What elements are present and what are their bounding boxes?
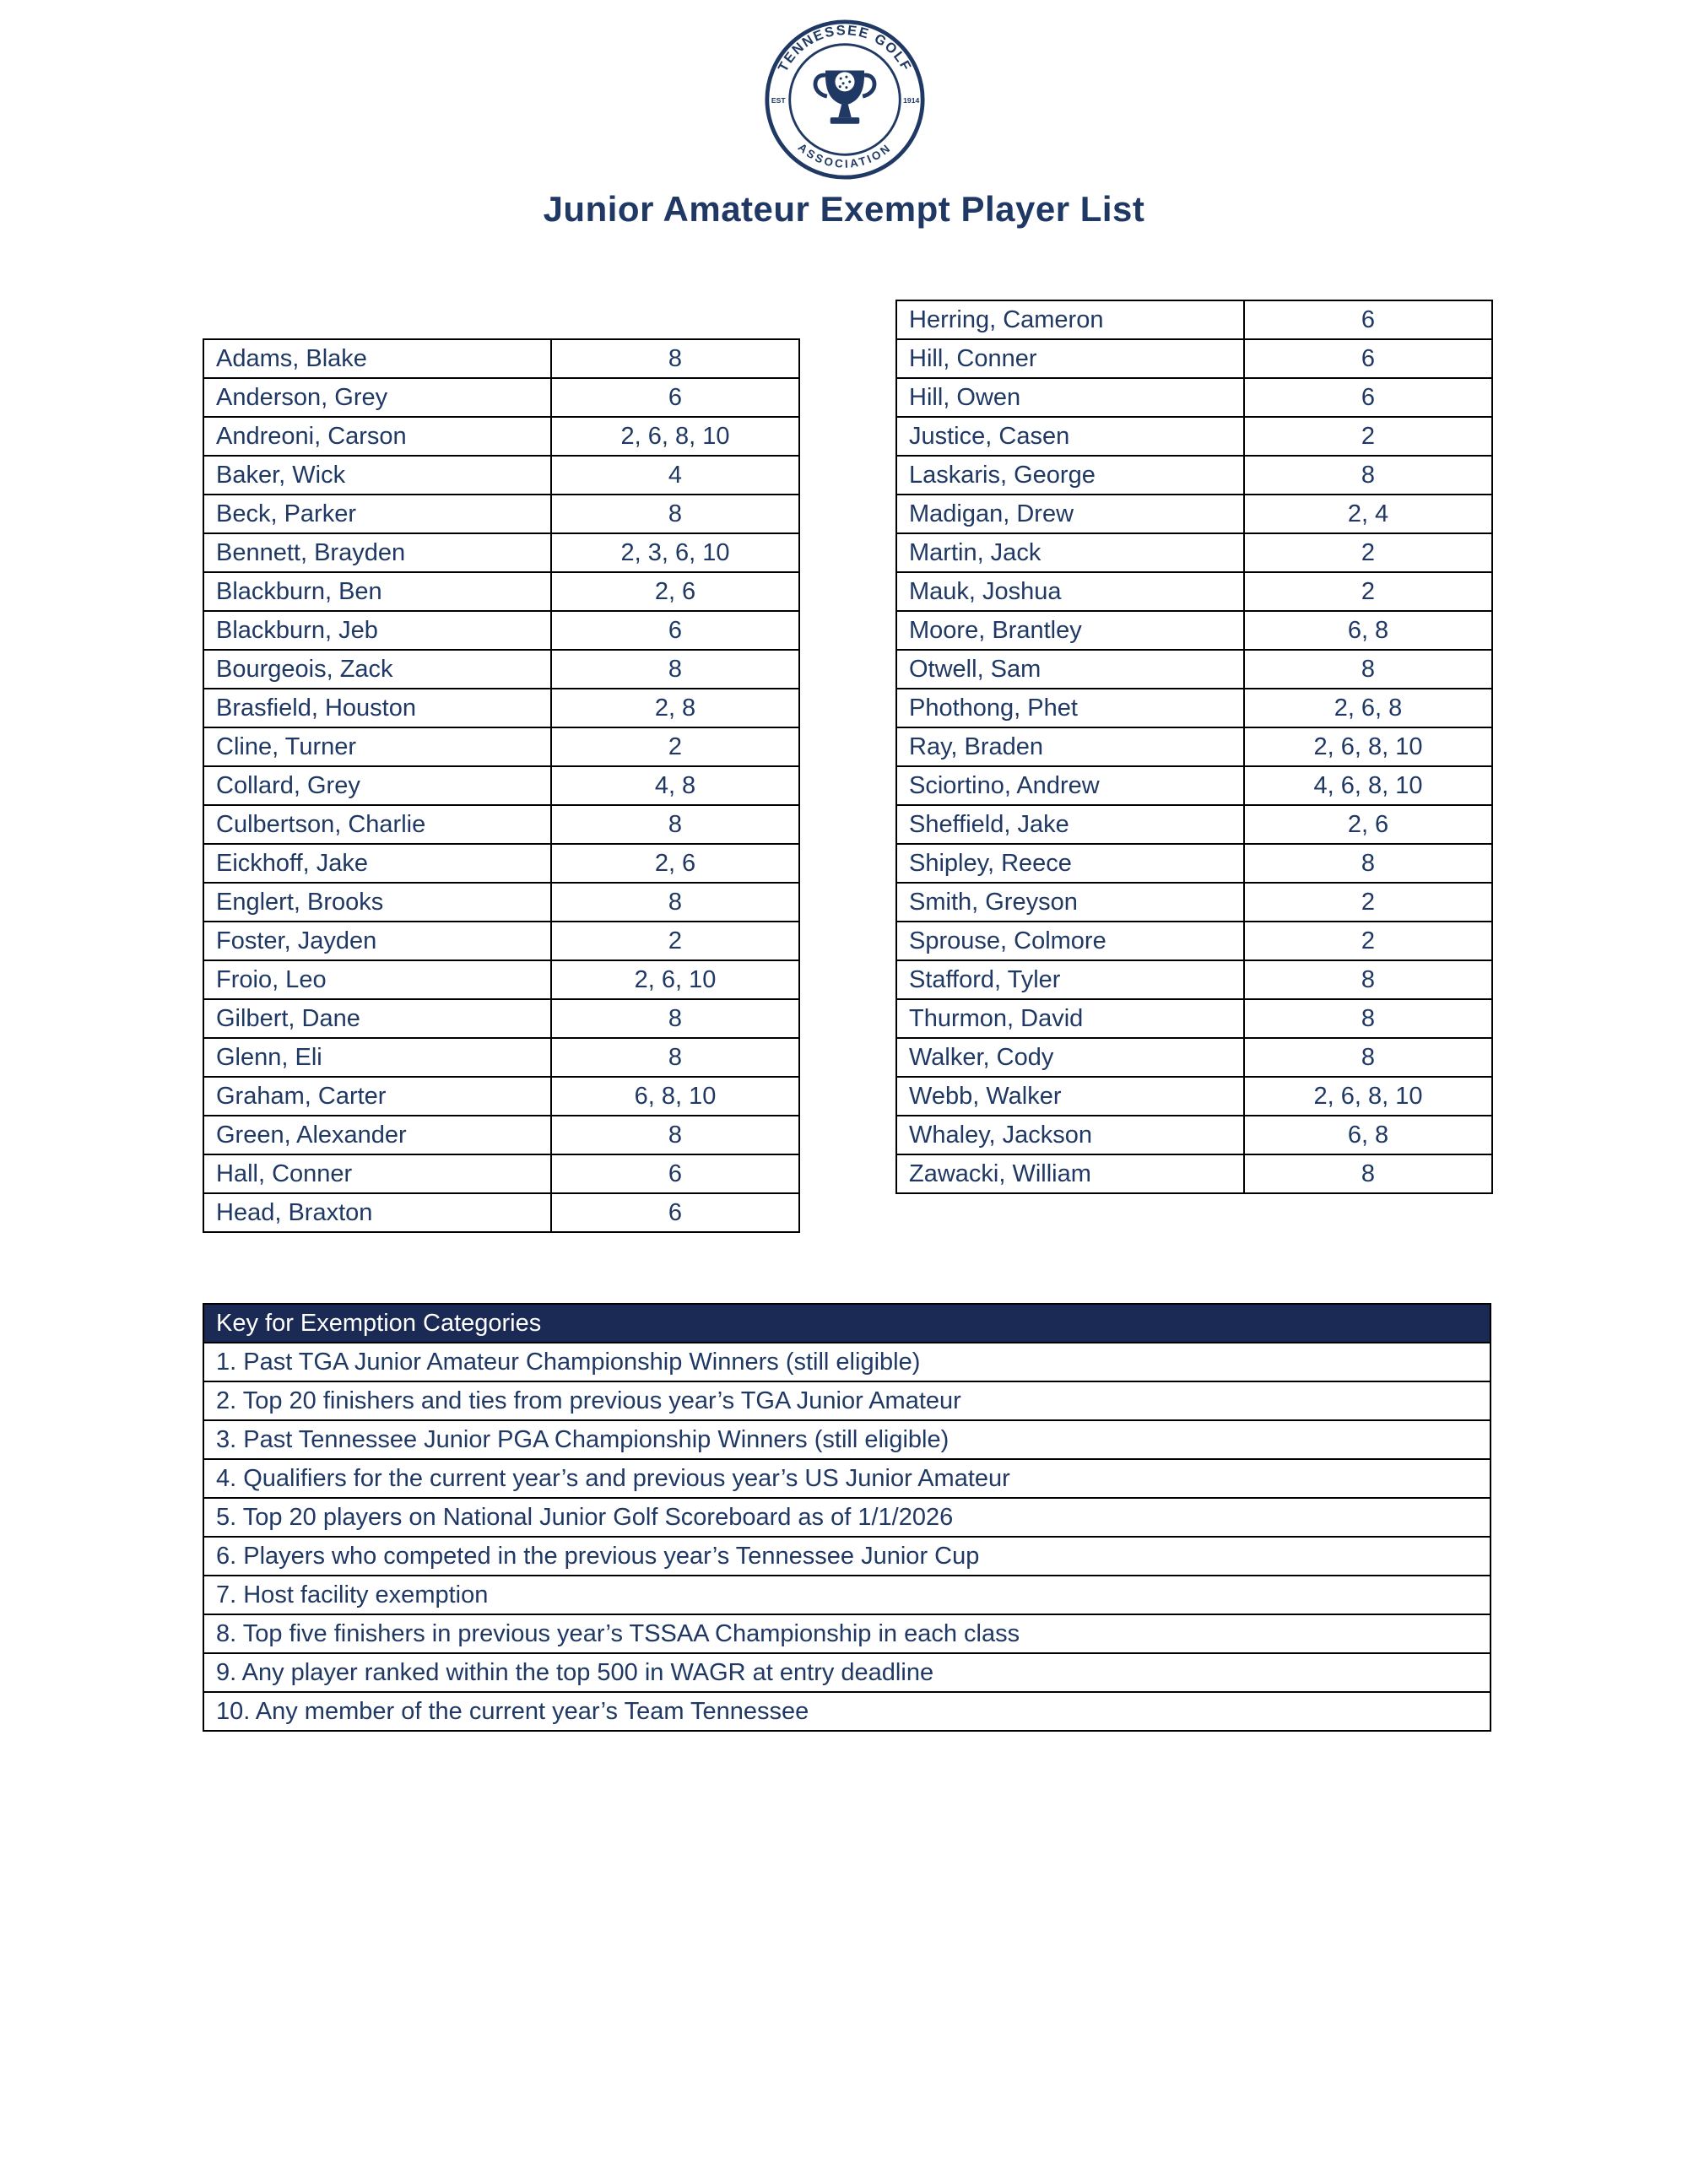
player-row [203,1038,799,1077]
player-row [203,1077,799,1116]
player-exemptions: 6, 8 [1244,1116,1492,1154]
player-row [203,960,799,999]
player-name: Laskaris, George [896,456,1244,495]
player-row [896,456,1492,495]
key-row [203,1381,1491,1420]
player-name: Cline, Turner [203,727,551,766]
player-row [203,1154,799,1193]
exemption-category-item: 4. Qualifiers for the current year’s and previous year’s US Junior Amateur [203,1459,1491,1498]
logo-top-text: TENNESSEE GOLF [775,22,915,75]
player-exemptions: 2, 6 [551,844,799,883]
player-exemptions: 2, 6, 8, 10 [551,417,799,456]
player-exemptions: 2 [1244,883,1492,922]
player-name: Stafford, Tyler [896,960,1244,999]
key-row [203,1343,1491,1381]
player-row [203,378,799,417]
key-row [203,1653,1491,1692]
player-row [896,999,1492,1038]
player-exemptions: 6, 8, 10 [551,1077,799,1116]
player-name: Justice, Casen [896,417,1244,456]
player-row [896,300,1492,339]
player-row [203,727,799,766]
key-header: Key for Exemption Categories [203,1304,1491,1343]
player-name: Sheffield, Jake [896,805,1244,844]
player-name: Brasfield, Houston [203,689,551,727]
player-name: Herring, Cameron [896,300,1244,339]
player-exemptions: 8 [551,999,799,1038]
player-name: Blackburn, Jeb [203,611,551,650]
player-row [896,805,1492,844]
player-row [896,572,1492,611]
player-exemptions: 6 [551,378,799,417]
player-row [203,689,799,727]
player-name: Blackburn, Ben [203,572,551,611]
player-name: Walker, Cody [896,1038,1244,1077]
player-name: Collard, Grey [203,766,551,805]
player-exemptions: 8 [1244,456,1492,495]
exemption-category-item: 6. Players who competed in the previous year’s Tennessee Junior Cup [203,1537,1491,1576]
player-exemptions: 6 [1244,378,1492,417]
player-name: Green, Alexander [203,1116,551,1154]
player-name: Webb, Walker [896,1077,1244,1116]
player-row [896,960,1492,999]
player-name: Gilbert, Dane [203,999,551,1038]
player-name: Moore, Brantley [896,611,1244,650]
player-name: Sciortino, Andrew [896,766,1244,805]
player-exemptions: 6 [1244,339,1492,378]
player-name: Culbertson, Charlie [203,805,551,844]
player-exemptions: 4 [551,456,799,495]
player-name: Eickhoff, Jake [203,844,551,883]
player-name: Hall, Conner [203,1154,551,1193]
player-name: Bennett, Brayden [203,533,551,572]
player-exemptions: 8 [551,1116,799,1154]
exemption-category-item: 10. Any member of the current year’s Team Tennessee [203,1692,1491,1731]
player-exemptions: 8 [1244,960,1492,999]
exemption-category-item: 1. Past TGA Junior Amateur Championship Winners (still eligible) [203,1343,1491,1381]
player-exemptions: 8 [551,339,799,378]
player-row [896,727,1492,766]
player-exemptions: 2, 6 [551,572,799,611]
player-row [896,378,1492,417]
player-name: Martin, Jack [896,533,1244,572]
player-exemptions: 8 [551,495,799,533]
player-name: Hill, Owen [896,378,1244,417]
player-row [896,922,1492,960]
key-row [203,1459,1491,1498]
player-exemptions: 8 [551,650,799,689]
player-exemptions: 6 [551,1193,799,1232]
player-exemptions: 2 [1244,417,1492,456]
player-exemptions: 8 [1244,1154,1492,1193]
key-row [203,1420,1491,1459]
player-name: Hill, Conner [896,339,1244,378]
player-row [896,339,1492,378]
player-exemptions: 4, 6, 8, 10 [1244,766,1492,805]
player-name: Sprouse, Colmore [896,922,1244,960]
player-row [896,495,1492,533]
player-name: Otwell, Sam [896,650,1244,689]
player-row [203,650,799,689]
key-row [203,1498,1491,1537]
player-exemptions: 8 [1244,999,1492,1038]
player-name: Mauk, Joshua [896,572,1244,611]
player-name: Shipley, Reece [896,844,1244,883]
player-exemptions: 2, 6, 8, 10 [1244,727,1492,766]
player-exemptions: 2, 6, 8, 10 [1244,1077,1492,1116]
player-row [896,883,1492,922]
exemption-category-item: 8. Top five finishers in previous year’s TSSAA Championship in each class [203,1614,1491,1653]
player-name: Froio, Leo [203,960,551,999]
player-name: Bourgeois, Zack [203,650,551,689]
player-exemptions: 2 [551,727,799,766]
player-row [203,339,799,378]
player-name: Head, Braxton [203,1193,551,1232]
player-name: Phothong, Phet [896,689,1244,727]
player-exemptions: 6 [551,611,799,650]
player-name: Adams, Blake [203,339,551,378]
exemption-category-item: 3. Past Tennessee Junior PGA Championship Winners (still eligible) [203,1420,1491,1459]
player-exemptions: 2, 6, 10 [551,960,799,999]
player-row [896,1116,1492,1154]
player-name: Madigan, Drew [896,495,1244,533]
player-exemptions: 8 [551,883,799,922]
player-exemptions: 6 [1244,300,1492,339]
player-row [203,922,799,960]
player-name: Thurmon, David [896,999,1244,1038]
player-exemptions: 2 [1244,922,1492,960]
player-name: Englert, Brooks [203,883,551,922]
player-exemptions: 2 [551,922,799,960]
logo-est-text: EST [771,95,786,105]
player-name: Smith, Greyson [896,883,1244,922]
player-row [896,417,1492,456]
player-row [203,417,799,456]
player-row [203,495,799,533]
logo-year-text: 1914 [903,95,920,105]
player-exemptions: 2 [1244,572,1492,611]
player-row [203,456,799,495]
player-name: Beck, Parker [203,495,551,533]
player-exemptions: 2, 6 [1244,805,1492,844]
player-row [203,572,799,611]
player-exemptions: 8 [1244,844,1492,883]
exemption-key-table [203,1303,1491,1732]
player-table-left [203,338,800,1233]
player-row [896,611,1492,650]
key-row [203,1614,1491,1653]
player-row [896,533,1492,572]
player-exemptions: 8 [1244,650,1492,689]
player-name: Graham, Carter [203,1077,551,1116]
exemption-category-item: 7. Host facility exemption [203,1576,1491,1614]
player-name: Glenn, Eli [203,1038,551,1077]
player-row [203,533,799,572]
player-table-right [895,300,1493,1194]
player-exemptions: 2, 8 [551,689,799,727]
player-name: Ray, Braden [896,727,1244,766]
player-exemptions: 6, 8 [1244,611,1492,650]
player-row [896,766,1492,805]
player-row [203,766,799,805]
player-row [203,1193,799,1232]
player-row [896,1038,1492,1077]
player-name: Anderson, Grey [203,378,551,417]
player-name: Zawacki, William [896,1154,1244,1193]
player-name: Baker, Wick [203,456,551,495]
player-row [203,611,799,650]
player-row [203,883,799,922]
exemption-category-item: 2. Top 20 finishers and ties from previous year’s TGA Junior Amateur [203,1381,1491,1420]
key-row [203,1692,1491,1731]
key-row [203,1537,1491,1576]
player-row [203,805,799,844]
player-row [896,1154,1492,1193]
exemption-category-item: 5. Top 20 players on National Junior Golf Scoreboard as of 1/1/2026 [203,1498,1491,1537]
player-exemptions: 6 [551,1154,799,1193]
key-header-row [203,1304,1491,1343]
tga-logo [764,19,926,181]
player-row [896,689,1492,727]
player-exemptions: 8 [551,805,799,844]
player-row [896,844,1492,883]
player-row [203,999,799,1038]
player-exemptions: 8 [551,1038,799,1077]
player-exemptions: 2, 3, 6, 10 [551,533,799,572]
player-exemptions: 2, 4 [1244,495,1492,533]
exemption-category-item: 9. Any player ranked within the top 500 in WAGR at entry deadline [203,1653,1491,1692]
player-exemptions: 2 [1244,533,1492,572]
player-row [203,844,799,883]
player-exemptions: 4, 8 [551,766,799,805]
player-exemptions: 2, 6, 8 [1244,689,1492,727]
player-name: Foster, Jayden [203,922,551,960]
key-row [203,1576,1491,1614]
logo-bottom-text: ASSOCIATION [795,140,895,170]
page-title: Junior Amateur Exempt Player List [543,189,1145,229]
trophy-with-golf-ball-icon [764,19,926,181]
player-name: Whaley, Jackson [896,1116,1244,1154]
player-row [896,1077,1492,1116]
player-name: Andreoni, Carson [203,417,551,456]
player-row [896,650,1492,689]
player-row [203,1116,799,1154]
player-exemptions: 8 [1244,1038,1492,1077]
